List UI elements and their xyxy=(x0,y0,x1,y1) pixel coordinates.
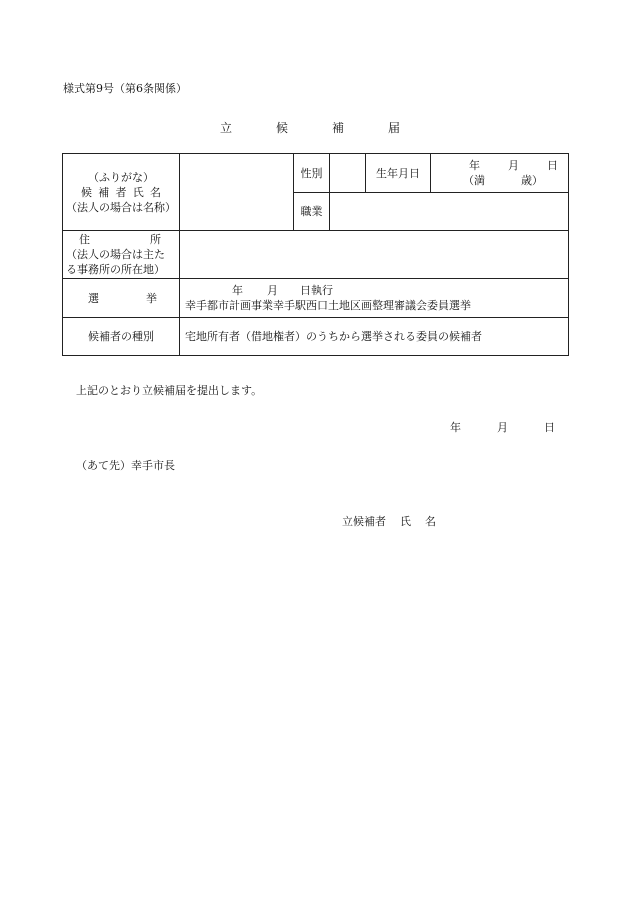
document-title xyxy=(220,119,400,136)
form-number: 様式第9号（第6条関係） xyxy=(63,82,187,95)
corporate-name-note: （法人の場合は名称） xyxy=(66,200,176,214)
date-year-unit: 年 xyxy=(450,421,461,434)
signature-label: 立候補者 xyxy=(342,515,386,528)
election-year-unit: 年 xyxy=(232,284,243,297)
election-label xyxy=(63,279,180,318)
election-field xyxy=(180,279,569,318)
birthdate-field[interactable] xyxy=(431,154,569,193)
candidate-type-label: 候補者の種別 xyxy=(63,318,180,356)
gender-field[interactable] xyxy=(330,154,366,193)
gender-label: 性別 xyxy=(294,154,330,193)
address-field[interactable] xyxy=(180,231,569,279)
label-char: 者 xyxy=(115,185,127,199)
title-char: 補 xyxy=(332,121,345,135)
date-day-unit: 日 xyxy=(544,421,555,434)
signature-name-char: 氏 xyxy=(400,515,411,528)
candidate-name-chars xyxy=(63,185,179,200)
label-char: 所 xyxy=(150,233,161,246)
age-open: （満 xyxy=(463,174,485,187)
label-char: 住 xyxy=(79,233,90,246)
label-char: 挙 xyxy=(146,291,157,305)
submission-statement: 上記のとおり立候補届を提出します。 xyxy=(76,384,263,397)
signature-line xyxy=(342,513,436,529)
birth-month-unit: 月 xyxy=(508,159,519,172)
occupation-field[interactable] xyxy=(330,193,569,231)
election-month-unit: 月 xyxy=(267,284,278,297)
candidate-name-field[interactable] xyxy=(180,154,294,231)
label-char: 候 xyxy=(81,185,92,199)
label-char: 選 xyxy=(88,291,99,305)
election-day-unit: 日執行 xyxy=(300,284,333,297)
birthdate-label: 生年月日 xyxy=(366,154,431,193)
addressee: （あて先）幸手市長 xyxy=(76,459,175,472)
submission-date xyxy=(450,419,555,435)
signature-name-char: 名 xyxy=(425,515,436,528)
furigana-label: （ふりがな） xyxy=(88,170,154,184)
address-note-line: る事務所の所在地） xyxy=(66,263,165,276)
title-char: 立 xyxy=(220,121,233,135)
address-note-line: （法人の場合は主た xyxy=(66,248,165,261)
title-char: 届 xyxy=(388,121,401,135)
address-label xyxy=(63,231,180,279)
label-char: 補 xyxy=(98,185,110,199)
election-name: 幸手都市計画事業幸手駅西口土地区画整理審議会委員選挙 xyxy=(185,299,471,312)
candidate-name-label xyxy=(63,154,180,231)
candidate-form-table xyxy=(62,153,569,356)
birth-day-unit: 日 xyxy=(547,159,558,172)
date-month-unit: 月 xyxy=(497,421,508,434)
occupation-label: 職業 xyxy=(294,193,330,231)
age-close: 歳） xyxy=(521,174,543,187)
birth-year-unit: 年 xyxy=(469,159,480,172)
title-char: 候 xyxy=(276,121,289,135)
label-char: 氏 xyxy=(132,185,144,199)
label-char: 名 xyxy=(150,185,161,199)
candidate-type-value: 宅地所有者（借地権者）のうちから選挙される委員の候補者 xyxy=(180,318,569,356)
